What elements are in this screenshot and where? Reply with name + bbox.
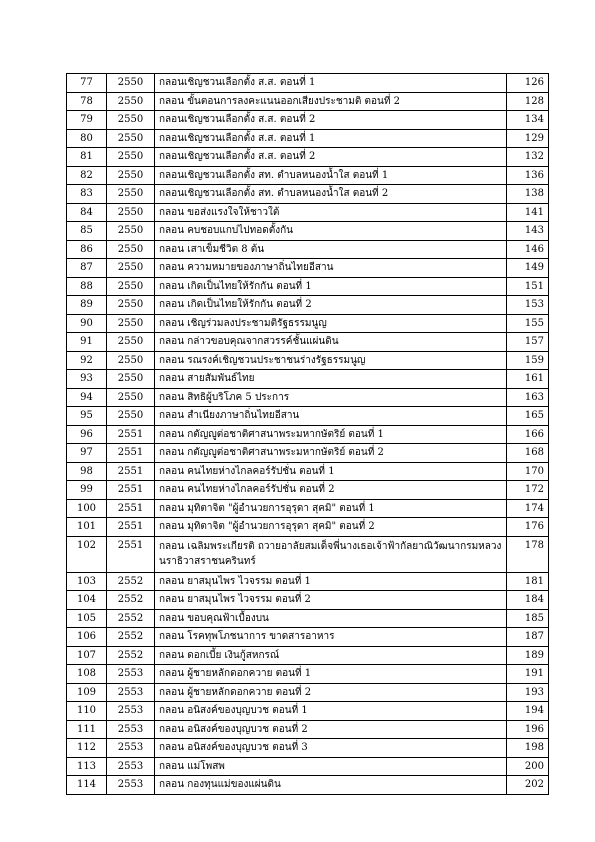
row-title: กลอนเชิญชวนเลือกตั้ง ส.ส. ตอนที่ 2 [155,111,507,130]
table-row [67,499,549,518]
table-row [67,129,549,148]
row-year: 2550 [107,277,155,296]
row-page-number: 194 [507,702,549,721]
row-year: 2550 [107,388,155,407]
row-year: 2551 [107,481,155,500]
row-title: กลอน ขอส่งแรงใจให้ชาวใต้ [155,203,507,222]
row-number: 92 [67,351,107,370]
row-title: กลอน ยาสมุนไพร ไวจรรม ตอนที่ 2 [155,591,507,610]
row-year: 2550 [107,222,155,241]
row-year: 2551 [107,444,155,463]
row-page-number: 128 [507,92,549,111]
table-row [67,277,549,296]
table-row [67,646,549,665]
row-number: 89 [67,296,107,315]
row-page-number: 136 [507,166,549,185]
row-year: 2550 [107,203,155,222]
row-number: 98 [67,462,107,481]
row-title: กลอนเชิญชวนเลือกตั้ง ส.ส. ตอนที่ 2 [155,148,507,167]
row-page-number: 153 [507,296,549,315]
row-title: กลอน อนิสงค์ของบุญบวช ตอนที่ 1 [155,702,507,721]
table-row [67,259,549,278]
row-title: กลอน มุทิตาจิต "ผู้อำนวยการอุรุดา สุคมิ" ตอนที่ 2 [155,518,507,537]
row-page-number: 176 [507,518,549,537]
row-page-number: 191 [507,665,549,684]
row-title: กลอน ขั้นตอนการลงคะแนนออกเสียงประชามติ ตอนที่ 2 [155,92,507,111]
row-title: กลอน แม่โพสพ [155,757,507,776]
row-number: 113 [67,757,107,776]
row-page-number: 134 [507,111,549,130]
row-page-number: 165 [507,407,549,426]
row-page-number: 202 [507,776,549,795]
row-year: 2550 [107,111,155,130]
row-page-number: 200 [507,757,549,776]
row-year: 2550 [107,166,155,185]
row-title: กลอน กองทุนแม่ของแผ่นดิน [155,776,507,795]
row-year: 2551 [107,518,155,537]
row-year: 2550 [107,74,155,93]
contents-table-body [67,74,549,795]
table-row [67,739,549,758]
row-title: กลอนเชิญชวนเลือกตั้ง สท. ตำบลหนองน้ำใส ตอนที่ 1 [155,166,507,185]
row-number: 95 [67,407,107,426]
table-row [67,185,549,204]
row-year: 2550 [107,296,155,315]
row-title: กลอน เกิดเป็นไทยให้รักกัน ตอนที่ 1 [155,277,507,296]
row-number: 102 [67,536,107,572]
table-row [67,702,549,721]
table-row [67,572,549,591]
table-row [67,111,549,130]
row-number: 82 [67,166,107,185]
row-year: 2550 [107,407,155,426]
table-row [67,444,549,463]
row-number: 91 [67,333,107,352]
row-title: กลอนเชิญชวนเลือกตั้ง ส.ส. ตอนที่ 1 [155,74,507,93]
row-page-number: 126 [507,74,549,93]
row-year: 2553 [107,702,155,721]
table-row [67,407,549,426]
row-page-number: 178 [507,536,549,572]
row-title: กลอน ยาสมุนไพร ไวจรรม ตอนที่ 1 [155,572,507,591]
row-page-number: 157 [507,333,549,352]
table-row [67,148,549,167]
table-row [67,222,549,241]
row-number: 86 [67,240,107,259]
row-year: 2551 [107,499,155,518]
row-number: 105 [67,609,107,628]
row-number: 87 [67,259,107,278]
row-title: กลอน รณรงค์เชิญชวนประชาชนร่างรัฐธรรมนูญ [155,351,507,370]
row-number: 114 [67,776,107,795]
table-row [67,370,549,389]
row-number: 106 [67,628,107,647]
row-year: 2552 [107,609,155,628]
row-number: 80 [67,129,107,148]
row-number: 96 [67,425,107,444]
row-page-number: 193 [507,683,549,702]
row-year: 2552 [107,646,155,665]
row-year: 2553 [107,776,155,795]
row-year: 2550 [107,314,155,333]
table-row [67,683,549,702]
row-page-number: 168 [507,444,549,463]
row-title: กลอน กล่าวขอบคุณจากสวรรค์ชั้นแผ่นดิน [155,333,507,352]
row-year: 2550 [107,129,155,148]
row-number: 107 [67,646,107,665]
table-row [67,720,549,739]
row-number: 111 [67,720,107,739]
row-year: 2553 [107,683,155,702]
contents-table [66,73,549,795]
row-title: กลอนเชิญชวนเลือกตั้ง ส.ส. ตอนที่ 1 [155,129,507,148]
row-title: กลอน เชิญร่วมลงประชามติรัฐธรรมนูญ [155,314,507,333]
table-row [67,203,549,222]
row-page-number: 141 [507,203,549,222]
row-title: กลอน กตัญญูต่อชาติศาสนาพระมหากษัตริย์ ตอนที่ 1 [155,425,507,444]
table-row [67,481,549,500]
row-year: 2550 [107,351,155,370]
row-number: 78 [67,92,107,111]
row-number: 94 [67,388,107,407]
row-number: 93 [67,370,107,389]
row-page-number: 155 [507,314,549,333]
row-page-number: 185 [507,609,549,628]
row-number: 101 [67,518,107,537]
table-row [67,74,549,93]
table-row [67,388,549,407]
row-number: 90 [67,314,107,333]
table-row [67,351,549,370]
row-number: 88 [67,277,107,296]
row-title: กลอน ดอกเบี้ย เงินกู้สหกรณ์ [155,646,507,665]
row-number: 100 [67,499,107,518]
row-title: กลอน เฉลิมพระเกียรติ ถวายอาลัยสมเด็จพี่นางเธอเจ้าฟ้ากัลยาณิวัฒนากรมหลวงนราธิวาสราชนครินทร์ [155,536,507,572]
row-page-number: 129 [507,129,549,148]
row-title: กลอน ผู้ชายหลักดอกควาย ตอนที่ 1 [155,665,507,684]
row-page-number: 198 [507,739,549,758]
row-number: 79 [67,111,107,130]
table-row [67,757,549,776]
row-number: 85 [67,222,107,241]
row-number: 97 [67,444,107,463]
row-page-number: 149 [507,259,549,278]
row-year: 2551 [107,425,155,444]
row-title: กลอน คบชอบแกบ่ไปทอดตั้งกัน [155,222,507,241]
row-title: กลอน ขอบคุณฟ้าเบื้องบน [155,609,507,628]
row-title: กลอน อนิสงค์ของบุญบวช ตอนที่ 2 [155,720,507,739]
row-title: กลอนเชิญชวนเลือกตั้ง สท. ตำบลหนองน้ำใส ตอนที่ 2 [155,185,507,204]
row-number: 83 [67,185,107,204]
row-year: 2550 [107,240,155,259]
row-title: กลอน สำเนียงภาษาถิ่นไทยอีสาน [155,407,507,426]
table-row [67,518,549,537]
table-row [67,166,549,185]
row-page-number: 163 [507,388,549,407]
row-page-number: 151 [507,277,549,296]
row-number: 109 [67,683,107,702]
row-number: 112 [67,739,107,758]
row-year: 2552 [107,628,155,647]
table-row [67,296,549,315]
row-number: 103 [67,572,107,591]
row-title: กลอน คนไทยห่างไกลคอร์รัปชั่น ตอนที่ 1 [155,462,507,481]
row-year: 2553 [107,665,155,684]
row-page-number: 181 [507,572,549,591]
row-year: 2553 [107,739,155,758]
table-row [67,425,549,444]
row-number: 77 [67,74,107,93]
row-page-number: 143 [507,222,549,241]
row-title: กลอน สิทธิผู้บริโภค 5 ประการ [155,388,507,407]
table-row [67,536,549,572]
row-title: กลอน สายสัมพันธ์ไทย [155,370,507,389]
row-title: กลอน มุทิตาจิต "ผู้อำนวยการอุรุดา สุคมิ" ตอนที่ 1 [155,499,507,518]
table-row [67,333,549,352]
row-number: 110 [67,702,107,721]
row-title: กลอน เกิดเป็นไทยให้รักกัน ตอนที่ 2 [155,296,507,315]
row-page-number: 187 [507,628,549,647]
row-page-number: 146 [507,240,549,259]
row-number: 84 [67,203,107,222]
row-page-number: 138 [507,185,549,204]
table-row [67,591,549,610]
row-page-number: 132 [507,148,549,167]
row-year: 2550 [107,333,155,352]
table-row [67,665,549,684]
table-row [67,776,549,795]
row-year: 2553 [107,757,155,776]
table-row [67,92,549,111]
row-page-number: 159 [507,351,549,370]
row-title: กลอน โรคทุพโภชนาการ ขาดสารอาหาร [155,628,507,647]
row-page-number: 166 [507,425,549,444]
row-number: 108 [67,665,107,684]
row-page-number: 161 [507,370,549,389]
row-page-number: 189 [507,646,549,665]
row-year: 2550 [107,259,155,278]
row-page-number: 196 [507,720,549,739]
row-title: กลอน ความหมายของภาษาถิ่นไทยอีสาน [155,259,507,278]
row-year: 2550 [107,148,155,167]
row-year: 2550 [107,370,155,389]
row-number: 104 [67,591,107,610]
table-row [67,609,549,628]
row-number: 99 [67,481,107,500]
row-year: 2552 [107,572,155,591]
row-year: 2552 [107,591,155,610]
table-row [67,314,549,333]
table-row [67,240,549,259]
row-title: กลอน คนไทยห่างไกลคอร์รัปชั่น ตอนที่ 2 [155,481,507,500]
row-year: 2551 [107,462,155,481]
row-year: 2550 [107,185,155,204]
row-number: 81 [67,148,107,167]
row-page-number: 184 [507,591,549,610]
row-title: กลอน กตัญญูต่อชาติศาสนาพระมหากษัตริย์ ตอนที่ 2 [155,444,507,463]
row-page-number: 174 [507,499,549,518]
row-year: 2550 [107,92,155,111]
row-year: 2551 [107,536,155,572]
row-year: 2553 [107,720,155,739]
row-title: กลอน เสาเข็มชีวิต 8 ต้น [155,240,507,259]
row-title: กลอน อนิสงค์ของบุญบวช ตอนที่ 3 [155,739,507,758]
table-row [67,628,549,647]
row-page-number: 172 [507,481,549,500]
table-row [67,462,549,481]
row-title: กลอน ผู้ชายหลักดอกควาย ตอนที่ 2 [155,683,507,702]
row-page-number: 170 [507,462,549,481]
